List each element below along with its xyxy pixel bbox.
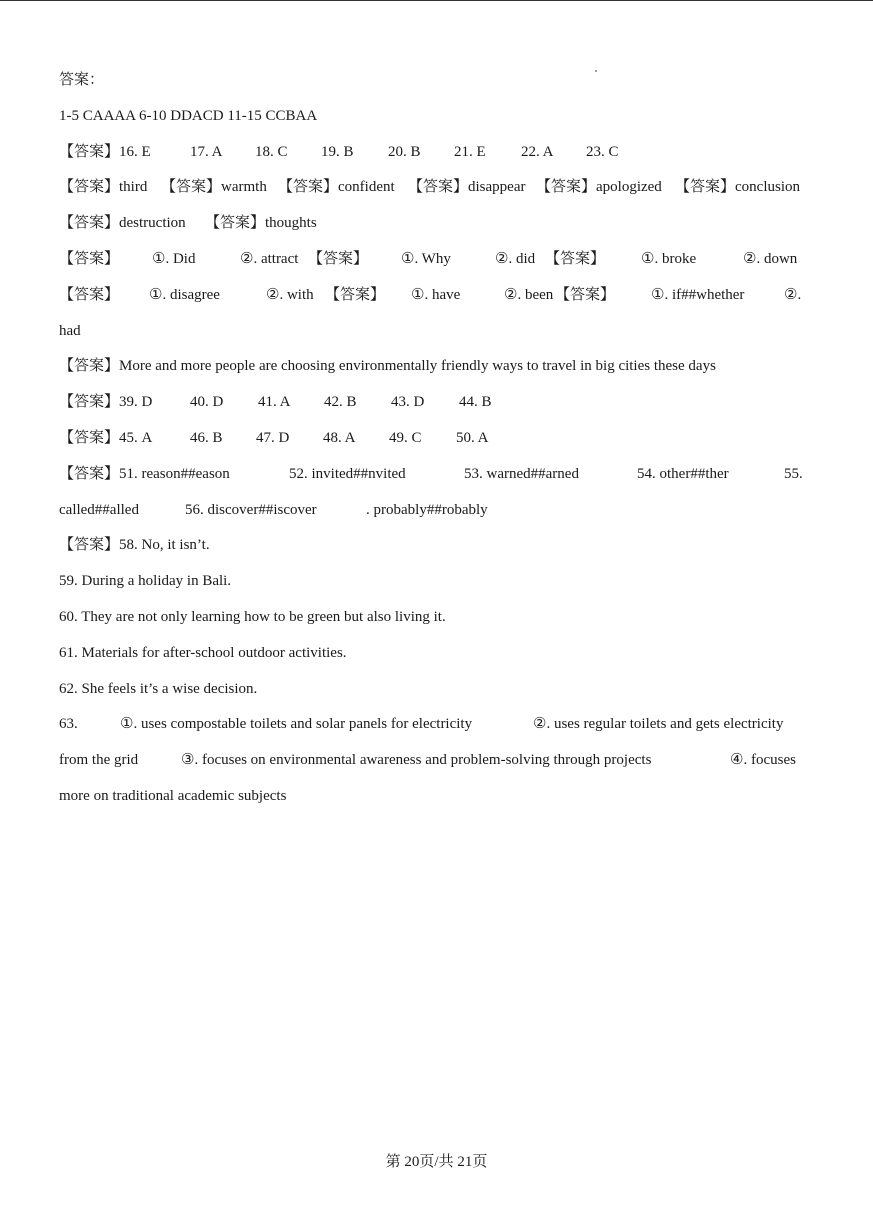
segment: 21. E	[454, 143, 486, 160]
segment: 【答案】apologized	[536, 179, 662, 196]
segment: from the grid	[59, 752, 139, 769]
segment: 40. D	[190, 394, 224, 411]
segment: 63.	[59, 716, 78, 733]
segment: 【答案】confident	[278, 179, 395, 196]
segment: 46. B	[190, 429, 223, 446]
answer-line-translate	[59, 352, 809, 388]
segment: 【答案】thoughts	[205, 215, 317, 232]
answer-line-q61	[59, 639, 809, 675]
answer-line-q63-2	[59, 746, 809, 782]
answer-line-q62	[59, 675, 809, 711]
segment: ①. disagree	[149, 286, 220, 303]
segment: 55.	[784, 465, 803, 482]
segment: ②. did	[495, 250, 536, 267]
segment: 【答案】	[545, 250, 606, 267]
segment: 47. D	[256, 429, 290, 446]
segment: 【答案】warmth	[161, 179, 267, 196]
answer-line-q55-57	[59, 496, 809, 532]
segment: 【答案】	[59, 286, 120, 303]
segment: 【答案】51. reason##eason	[59, 465, 230, 482]
answer-line-fill-3	[59, 317, 809, 353]
segment: 【答案】	[59, 250, 120, 267]
segment: 19. B	[321, 143, 354, 160]
segment: 【答案】58. No, it isn’t.	[59, 537, 210, 554]
segment: 42. B	[324, 394, 357, 411]
segment: ②. attract	[240, 250, 299, 267]
segment: 【答案】conclusion	[675, 179, 800, 196]
segment: 18. C	[255, 143, 288, 160]
segment: more on traditional academic subjects	[59, 787, 287, 804]
segment: 60. They are not only learning how to be green but also living it.	[59, 608, 446, 625]
segment: ②.	[784, 286, 802, 303]
answer-sheet	[59, 66, 809, 818]
segment: 49. C	[389, 429, 422, 446]
segment: ①. uses compostable toilets and solar panels for electricity	[120, 716, 473, 733]
segment: ②. with	[266, 286, 314, 303]
answer-header	[59, 66, 809, 102]
segment: ④. focuses	[730, 752, 796, 769]
segment: ①. if##whether	[651, 286, 745, 303]
segment: 【答案】third	[59, 179, 148, 196]
answer-line-vocab-2	[59, 209, 809, 245]
answer-line-q45-50	[59, 424, 809, 460]
segment: ①. broke	[641, 250, 697, 267]
segment: 1-5 CAAAA 6-10 DDACD 11-15 CCBAA	[59, 107, 318, 124]
segment: 【答案】	[555, 286, 616, 303]
segment: 【答案】More and more people are choosing environmentally friendly ways to travel in big cities these days	[59, 358, 716, 375]
segment: 61. Materials for after-school outdoor activities.	[59, 644, 347, 661]
answer-line-mc-1-15	[59, 102, 809, 138]
answer-line-q60	[59, 603, 809, 639]
segment: 【答案】45. A	[59, 429, 153, 446]
segment: 56. discover##iscover	[185, 501, 317, 518]
segment: 59. During a holiday in Bali.	[59, 573, 232, 590]
segment: ②. uses regular toilets and gets electricity	[533, 716, 784, 733]
answer-line-q39-44	[59, 388, 809, 424]
segment: 50. A	[456, 429, 489, 446]
answer-line-fill-2	[59, 281, 809, 317]
segment: 41. A	[258, 394, 291, 411]
top-border	[0, 0, 873, 1]
segment: 54. other##ther	[637, 465, 729, 482]
segment: ①. Did	[152, 250, 196, 267]
segment: 20. B	[388, 143, 421, 160]
segment: 52. invited##nvited	[289, 465, 406, 482]
page-number: 第 20页/共 21页	[385, 1154, 488, 1170]
answer-line-q63-1	[59, 710, 809, 746]
segment: 【答案】	[325, 286, 386, 303]
segment: called##alled	[59, 501, 139, 518]
segment: ②. down	[743, 250, 798, 267]
segment: 44. B	[459, 394, 492, 411]
segment: 【答案】destruction	[59, 215, 186, 232]
segment: 【答案】disappear	[408, 179, 526, 196]
segment: 43. D	[391, 394, 425, 411]
segment: 22. A	[521, 143, 554, 160]
segment: 23. C	[586, 143, 619, 160]
segment: 48. A	[323, 429, 356, 446]
segment: . probably##robably	[366, 501, 488, 518]
answer-line-q63-3	[59, 782, 809, 818]
answer-line-q58	[59, 531, 809, 567]
answer-header-label: 答案：	[59, 72, 105, 88]
segment: ①. have	[411, 286, 461, 303]
segment: ②. been	[504, 286, 554, 303]
answer-line-q51-55	[59, 460, 809, 496]
answer-line-vocab-1	[59, 173, 809, 209]
segment: 【答案】	[308, 250, 369, 267]
answer-line-q59	[59, 567, 809, 603]
answer-line-q16-23	[59, 138, 809, 174]
answer-line-fill-1	[59, 245, 809, 281]
segment: 17. A	[190, 143, 223, 160]
segment: 62. She feels it’s a wise decision.	[59, 680, 258, 697]
segment: ③. focuses on environmental awareness and problem-solving through projects	[181, 752, 652, 769]
segment: ①. Why	[401, 250, 451, 267]
segment: 53. warned##arned	[464, 465, 579, 482]
segment: had	[59, 322, 81, 339]
segment: 【答案】39. D	[59, 394, 153, 411]
segment: 【答案】16. E	[59, 143, 151, 160]
